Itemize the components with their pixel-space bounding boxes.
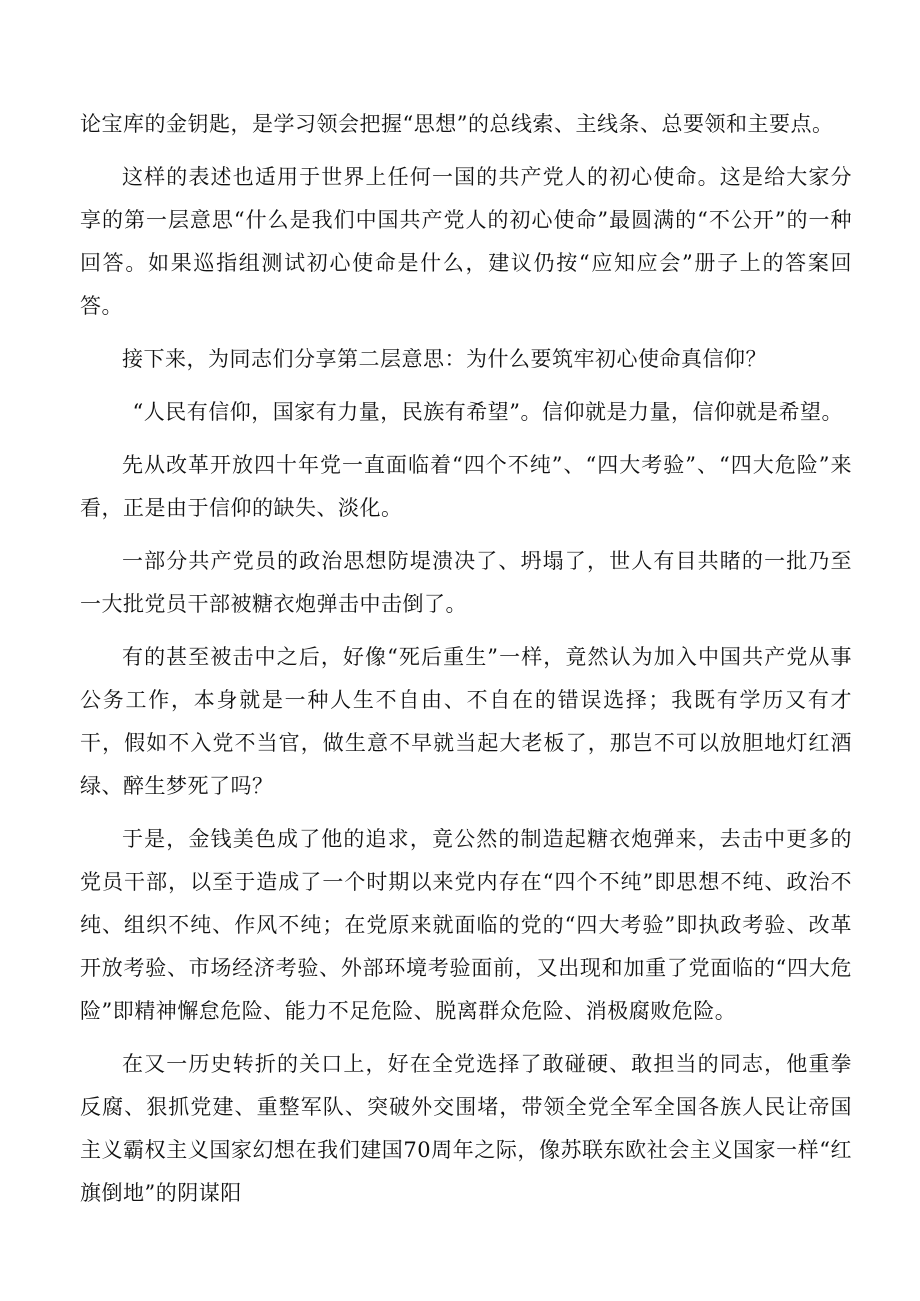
paragraph-1: 论宝库的金钥匙，是学习领会把握“思想”的总线索、主线条、总要领和主要点。 — [80, 112, 834, 136]
paragraph-4: “人民有信仰，国家有力量，民族有希望”。信仰就是力量，信仰就是希望。 — [132, 400, 843, 424]
document-body — [80, 103, 852, 1225]
paragraph-9: 在又一历史转折的关口上，好在全党选择了敢碰硬、敢担当的同志，他重拳反腐、狠抓党建、重整军队、突破外交围堵，带领全党全军全国各族人民让帝国主义霸权主义国家幻想在我们建国70周年之际，像苏联东欧社会主义国家一样“红旗倒地”的阴谋阳 — [80, 1052, 852, 1205]
paragraph-6: 一部分共产党员的政治思想防堤溃决了、坍塌了，世人有目共睹的一批乃至一大批党员干部被糖衣炮弹击中击倒了。 — [80, 549, 852, 616]
paragraph-7: 有的甚至被击中之后，好像“死后重生”一样，竟然认为加入中国共产党从事公务工作，本身就是一种人生不自由、不自在的错误选择；我既有学历又有才干，假如不入党不当官，做生意不早就当起大老板了，那岂不可以放胆地灯红酒绿、醉生梦死了吗？ — [80, 645, 852, 798]
paragraph-5: 先从改革开放四十年党一直面临着“四个不纯”、“四大考验”、“四大危险”来看，正是由于信仰的缺失、淡化。 — [80, 453, 852, 520]
paragraph-2: 这样的表述也适用于世界上任何一国的共产党人的初心使命。这是给大家分享的第一层意思“什么是我们中国共产党人的初心使命”最圆满的“不公开”的一种回答。如果巡指组测试初心使命是什么，建议仍按“应知应会”册子上的答案回答。 — [80, 165, 852, 318]
paragraph-8: 于是，金钱美色成了他的追求，竟公然的制造起糖衣炮弹来，去击中更多的党员干部，以至于造成了一个时期以来党内存在“四个不纯”即思想不纯、政治不纯、组织不纯、作风不纯；在党原来就面临的党的“四大考验”即执政考验、改革开放考验、市场经济考验、外部环境考验面前，又出现和加重了党面临的“四大危险”即精神懈怠危险、能力不足危险、脱离群众危险、消极腐败危险。 — [80, 827, 852, 1023]
paragraph-3: 接下来，为同志们分享第二层意思：为什么要筑牢初心使命真信仰？ — [122, 347, 767, 371]
